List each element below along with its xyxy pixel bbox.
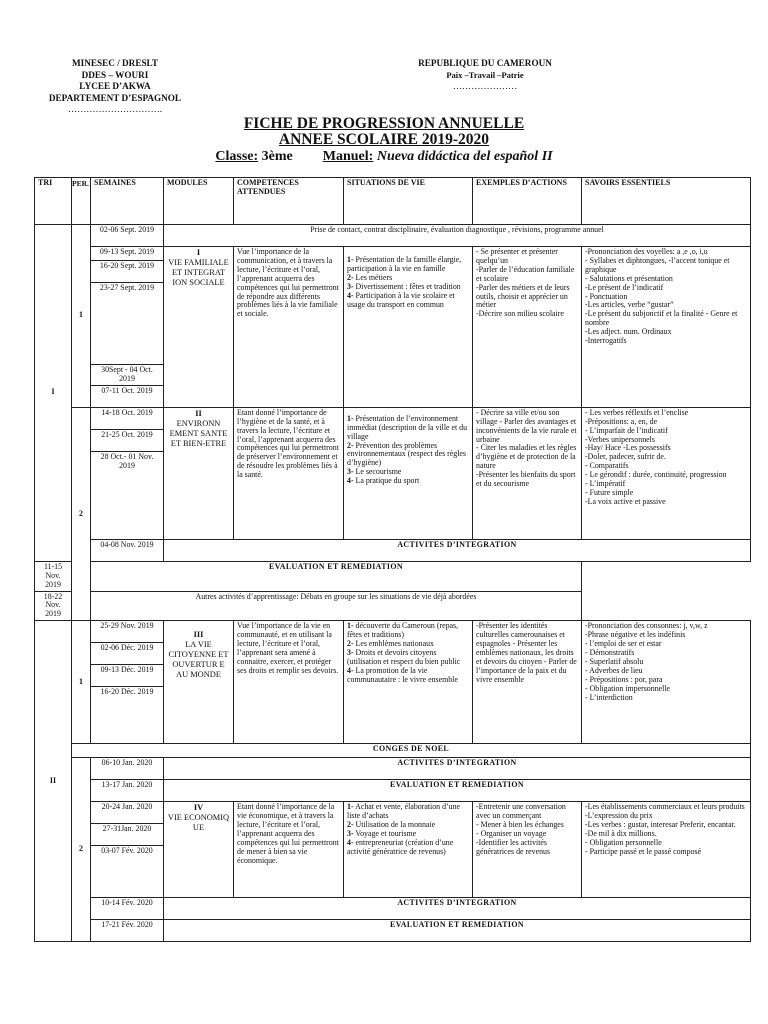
- action-item: - Se présenter et présenter quelqu’un: [476, 247, 558, 265]
- week-cell: 27-31Jan. 2020: [91, 824, 164, 846]
- situation-item: 4- La promotion de la vie communautaire : le vivre ensemble: [347, 665, 458, 684]
- week-cell: 20-24 Jan. 2020: [91, 802, 164, 824]
- situation-item: 4- La pratique du sport: [347, 476, 420, 486]
- action-item: - Organiser un voyage: [476, 828, 547, 838]
- table-row: [35, 247, 751, 261]
- week-cell: 23-27 Sept. 2019: [91, 283, 164, 365]
- savoir-item: -Les articles, verbe “gustar”: [585, 300, 674, 310]
- situation-item: 1- Achat et vente, élaboration d’une liste d’achats: [347, 802, 461, 821]
- classe-value: 3ème: [258, 149, 293, 164]
- module-title: VIE ECONOMIQ UE: [167, 813, 230, 833]
- week-cell: 03-07 Fév. 2020: [91, 846, 164, 898]
- savoir-item: - L’interdiction: [585, 692, 633, 702]
- department-line: DEPARTEMENT D’ESPAGNOL: [48, 92, 182, 103]
- situation-item: 1- Présentation de la famille élargie, participation à la vie en famille: [347, 255, 462, 273]
- manuel-value: Nueva didáctica del español II: [373, 149, 553, 164]
- col-header-competences: COMPETENCES ATTENDUES: [234, 178, 344, 225]
- savoir-item: - Comparatifs: [585, 461, 629, 471]
- week-cell: 04-08 Nov. 2019: [91, 539, 164, 561]
- col-header-per: PER.: [72, 178, 91, 225]
- header-left-dots: ………………………….: [67, 104, 163, 114]
- competences-cell: Vue l’importance de la communication, et à travers la lecture, l’écriture et l’oral, l’apprenant acquerra des compétences qui lui permettront de répondre aux différents problèmes liés à la vie familiale et sociale.: [234, 247, 344, 408]
- savoir-item: -Le présent de l’indicatif: [585, 282, 664, 292]
- action-item: -Décrire son milieu scolaire: [476, 309, 564, 319]
- situations-cell: [344, 621, 473, 744]
- week-cell: 14-18 Oct. 2019: [91, 407, 164, 429]
- integration-band: ACTIVITES D’INTEGRATION: [164, 758, 751, 780]
- situation-item: 2- Prévention des problèmes environnementaux (respect des règles d’hygiène): [347, 440, 466, 468]
- savoir-item: -Prononciation des consonnes: j, v,w, z: [585, 621, 708, 631]
- republic-line: REPUBLIQUE DU CAMEROUN: [418, 58, 552, 68]
- evaluation-band: EVALUATION ET REMEDIATION: [164, 780, 751, 802]
- savoir-item: - Le gérondif : durée, continuité, progression: [585, 470, 727, 480]
- module-cell: [164, 247, 234, 408]
- autres-activites-note: Autres activités d’apprentissage: Débats en groupe sur les situations de vie déjà abordées: [91, 591, 582, 621]
- action-item: -Présenter les bienfaits du sport et du secourisme: [476, 470, 576, 489]
- table-row: [35, 780, 751, 802]
- savoir-item: -De mil à dix millions.: [585, 828, 657, 838]
- table-row: [35, 561, 751, 591]
- table-row: [35, 621, 751, 643]
- savoir-item: -Les adject. num. Ordinaux: [585, 327, 672, 337]
- school-line: LYCEE D’AKWA: [79, 81, 151, 91]
- savoir-item: - Prépositions : por, para: [585, 674, 663, 684]
- week-cell: 18-22 Nov. 2019: [35, 591, 72, 621]
- header-right: [395, 58, 575, 93]
- table-row: [35, 225, 751, 247]
- competences-cell: Etant donné l’importance de la vie économique, et à travers la lecture, l’écriture et l’oral, l’apprenant acquerra des compétences qui lui permettront de mener à bien sa vie économique.: [234, 802, 344, 898]
- savoir-item: - Démonstratifs: [585, 647, 635, 657]
- col-header-semaines: SEMAINES: [91, 178, 164, 225]
- action-item: - Citer les maladies et les règles d’hygiène et de protection de la nature: [476, 443, 577, 471]
- actions-cell: -Présenter les identités culturelles camerounaises et espagnoles - Présenter les emblèmes nationaux, les droits et devoirs du citoyen - Parler de l’importance de la paix et du vivre ensemble: [473, 621, 582, 744]
- situation-item: 2- Les emblèmes nationaux: [347, 639, 434, 649]
- savoir-item: -L’expression du prix: [585, 811, 653, 821]
- module-cell: [164, 621, 234, 744]
- situations-cell: [344, 802, 473, 898]
- savoir-item: - Salutations et présentation: [585, 273, 673, 283]
- week-cell: 10-14 Fév. 2020: [91, 898, 164, 920]
- week-cell: 02-06 Déc. 2019: [91, 643, 164, 665]
- actions-cell: [473, 407, 582, 539]
- periode-cell: 2: [72, 758, 91, 942]
- conges-band: CONGES DE NOEL: [72, 744, 751, 758]
- week-cell: 21-25 Oct. 2019: [91, 429, 164, 451]
- situation-item: 3- Droits et devoirs citoyens (utilisation et respect du bien public: [347, 647, 461, 666]
- periode-cell: 2: [72, 407, 91, 620]
- situations-cell: [344, 407, 473, 539]
- savoir-item: - l’emploi de ser et estar: [585, 639, 662, 649]
- motto-line: Paix –Travail –Patrie: [446, 69, 524, 80]
- savoir-item: - Ponctuation: [585, 291, 628, 301]
- savoir-item: - Adverbes de lieu: [585, 665, 643, 675]
- col-header-exemples: EXEMPLES D’ACTIONS: [473, 178, 582, 225]
- col-header-tri: TRI: [35, 178, 72, 225]
- situation-item: 2- Utilisation de la monnaie: [347, 820, 436, 830]
- action-item: - Décrire sa ville et/ou son village - Parler des avantages et inconvénients de la vie rurale et urbaine: [476, 407, 577, 444]
- week-cell: 09-13 Déc. 2019: [91, 665, 164, 687]
- savoir-item: - L’impératif: [585, 479, 626, 489]
- action-item: -Identifier les activités génératrices de revenus: [476, 837, 551, 856]
- classe-label: Classe:: [215, 149, 259, 164]
- document-titles: [0, 116, 768, 165]
- evaluation-band: EVALUATION ET REMEDIATION: [164, 920, 751, 942]
- table-row: [35, 539, 751, 561]
- savoir-item: -Hay/ Hace -Les possessifs: [585, 443, 671, 453]
- savoir-item: -La voix active et passive: [585, 496, 666, 506]
- savoir-item: - Future simple: [585, 487, 634, 497]
- situation-item: 1- Présentation de l’environnement immédiat (description de la ville et du village: [347, 413, 468, 441]
- week-cell: 16-20 Déc. 2019: [91, 687, 164, 744]
- situation-item: 3- Divertissement : fêtes et tradition: [347, 281, 461, 291]
- module-cell: [164, 407, 234, 539]
- rentree-note: Prise de contact, contrat disciplinaire, évaluation diagnostique , révisions, programme annuel: [164, 225, 751, 247]
- table-row: [35, 898, 751, 920]
- week-cell: 30Sept - 04 Oct. 2019: [91, 365, 164, 386]
- actions-cell: [473, 247, 582, 408]
- savoir-item: - Les verbes réflexifs et l’enclise: [585, 407, 689, 417]
- savoir-item: -Le présent du subjonctif et la finalité - Genre et nombre: [585, 309, 738, 328]
- integration-band: ACTIVITES D’INTEGRATION: [164, 539, 751, 561]
- week-cell: 06-10 Jan. 2020: [91, 758, 164, 780]
- savoir-item: - Superlatif absolu: [585, 656, 644, 666]
- col-header-situations: SITUATIONS DE VIE: [344, 178, 473, 225]
- col-header-savoirs: SAVOIRS ESSENTIELS: [582, 178, 751, 225]
- periode-cell: 1: [72, 225, 91, 408]
- header-right-dots: …………………: [452, 81, 518, 91]
- table-row: [35, 920, 751, 942]
- table-row: [35, 407, 751, 429]
- school-year: ANNEE SCOLAIRE 2019-2020: [278, 131, 490, 148]
- competences-cell: Etant donné l’importance de l’hygiène et de la santé, et à travers la lecture, l’écriture et l’oral, l’apprenant acquerra des compétences qui lui permettront de préserver l’environnement et de résoudre les problèmes liés à la santé.: [234, 407, 344, 539]
- situation-item: 3- Le secourisme: [347, 467, 402, 477]
- situations-cell: [344, 247, 473, 408]
- savoir-item: -Doler, padecer, sufrir de.: [585, 452, 666, 462]
- savoir-item: - Obligation impersonnelle: [585, 683, 671, 693]
- week-cell: 09-13 Sept. 2019: [91, 247, 164, 261]
- col-header-modules: MODULES: [164, 178, 234, 225]
- week-cell: 17-21 Fév. 2020: [91, 920, 164, 942]
- trimestre-cell: I: [35, 225, 72, 562]
- class-manual-line: [0, 148, 768, 165]
- savoir-item: - Participe passé et le passé composé: [585, 846, 702, 856]
- trimestre-cell: II: [35, 621, 72, 942]
- module-title: ENVIRONN EMENT SANTE ET BIEN-ETRE: [169, 418, 228, 448]
- table-row: [35, 744, 751, 758]
- savoir-item: - L’imparfait de l’indicatif: [585, 425, 668, 435]
- savoir-item: -Prépositions: a, en, de: [585, 416, 658, 426]
- competences-cell: Vue l’importance de la vie en communauté, et en utilisant la lecture, l’écriture et l’oral, l’apprenant sera amené à connaitre, exercer, et protéger ses droits et remplir ses devoirs.: [234, 621, 344, 744]
- table-row: [35, 802, 751, 824]
- table-header-row: [35, 178, 751, 225]
- action-item: - Mener à bien les échanges: [476, 820, 564, 830]
- situation-item: 1- découverte du Cameroun (repas, fêtes et traditions): [347, 621, 459, 640]
- savoirs-cell: [582, 802, 751, 898]
- savoir-item: -Les verbes : gustar, interesar Preferir, encantar.: [585, 820, 736, 830]
- situation-item: 4- Participation à la vie scolaire et usage du transport en commun: [347, 290, 455, 309]
- delegation-line: DDES – WOURI: [81, 69, 149, 80]
- week-cell: 25-29 Nov. 2019: [91, 621, 164, 643]
- module-number: II: [195, 408, 202, 418]
- situation-item: 3- Voyage et tourisme: [347, 828, 417, 838]
- action-item: -Entretenir une conversation avec un commerçant: [476, 802, 566, 821]
- action-item: -Parler de l’éducation familiale et scolaire: [476, 264, 575, 283]
- week-cell: 07-11 Oct. 2019: [91, 385, 164, 407]
- savoir-item: -Verbes unipersonnels: [585, 434, 655, 444]
- savoirs-cell: [582, 407, 751, 539]
- actions-cell: [473, 802, 582, 898]
- situation-item: 4- entrepreneuriat (création d’une activité génératrice de revenus): [347, 837, 454, 856]
- module-title: LA VIE CITOYENNE ET OUVERTUR E AU MONDE: [168, 640, 229, 680]
- savoirs-cell: [582, 621, 751, 744]
- situation-item: 2- Les métiers: [347, 272, 393, 282]
- savoirs-cell: [582, 247, 751, 408]
- savoir-item: -Phrase négative et les indéfinis: [585, 630, 686, 640]
- ministry-line: MINESEC / DRESLT: [72, 58, 158, 68]
- header-left: [30, 58, 200, 116]
- module-number: I: [196, 248, 201, 257]
- document-title: FICHE DE PROGRESSION ANNUELLE: [243, 115, 525, 132]
- module-title: VIE FAMILIALE ET INTEGRAT ION SOCIALE: [168, 258, 229, 287]
- savoir-item: -Les établissements commerciaux et leurs produits: [585, 802, 745, 812]
- evaluation-band: EVALUATION ET REMEDIATION: [91, 561, 582, 591]
- table-row: [35, 591, 751, 621]
- manuel-label: Manuel:: [322, 149, 374, 164]
- module-number: III: [193, 630, 204, 640]
- week-cell: 16-20 Sept. 2019: [91, 261, 164, 283]
- module-cell: [164, 802, 234, 898]
- periode-cell: 1: [72, 621, 91, 744]
- savoir-item: - Syllabes et diphtongues, -l’accent tonique et graphique: [585, 255, 730, 274]
- action-item: -Parler des métiers et de leurs outils, choisir et apprécier un métier: [476, 282, 570, 310]
- week-cell: 02-06 Sept. 2019: [91, 225, 164, 247]
- savoir-item: - Obligation personnelle: [585, 837, 662, 847]
- week-cell: 13-17 Jan. 2020: [91, 780, 164, 802]
- savoir-item: -Interrogatifs: [585, 336, 627, 346]
- week-cell: 11-15 Nov. 2019: [35, 561, 72, 591]
- savoir-item: -Prononciation des voyelles: a ,e ,o, i,u: [585, 247, 708, 256]
- week-cell: 28 Oct.- 01 Nov. 2019: [91, 451, 164, 539]
- integration-band: ACTIVITES D’INTEGRATION: [164, 898, 751, 920]
- module-number: IV: [193, 803, 204, 813]
- progression-table: [34, 177, 751, 942]
- table-row: [35, 758, 751, 780]
